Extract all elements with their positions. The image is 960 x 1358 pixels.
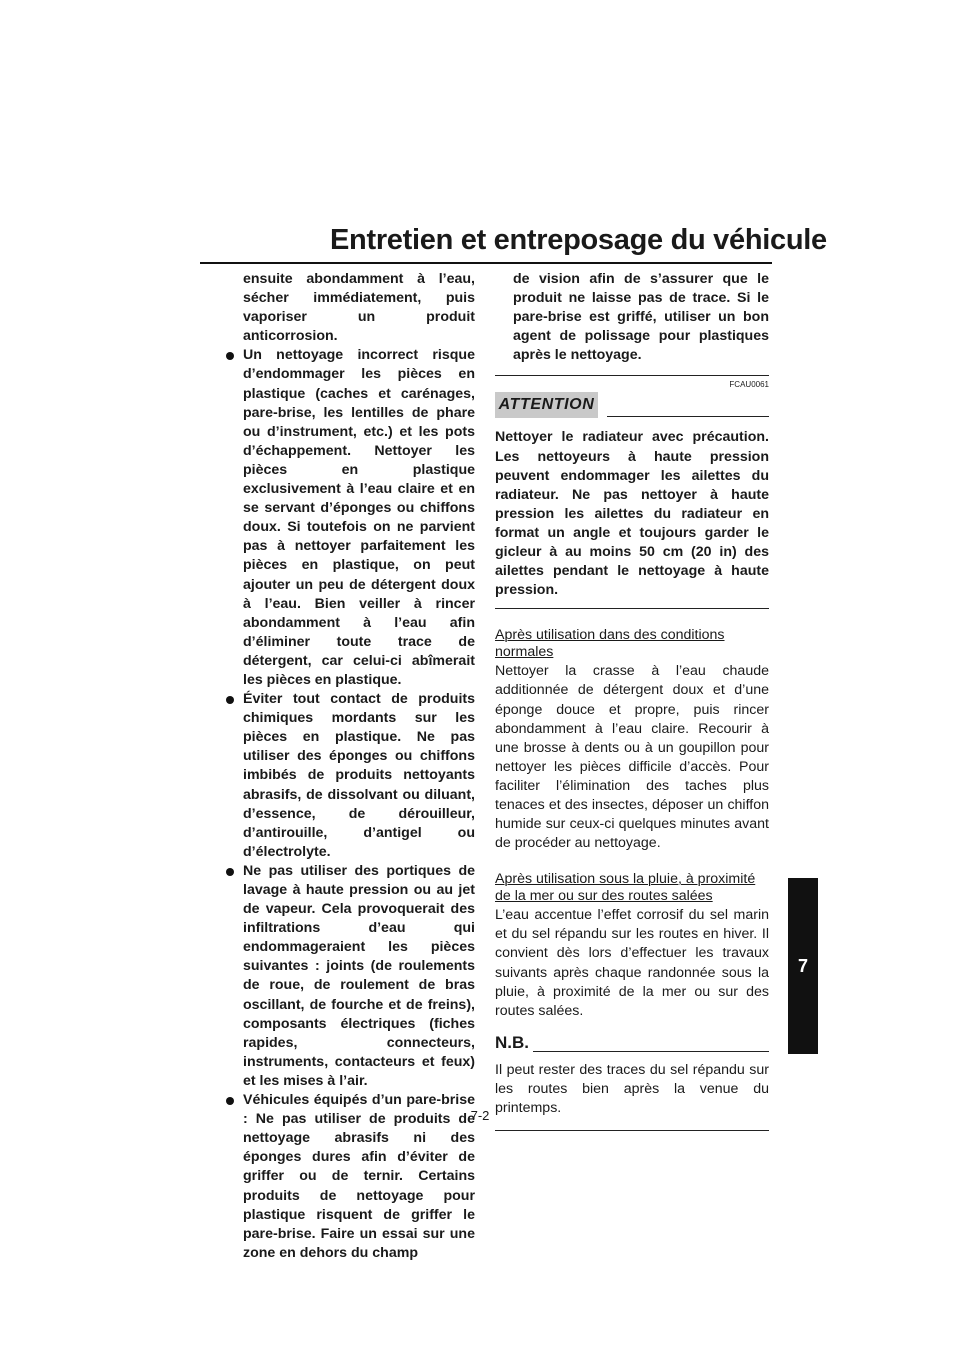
section-text: L’eau accentue l’effet corrosif du sel marin et du sel répandu sur les routes en hiver. Il convient dès lors d’effectuer les travaux suivants après chaque randonnée sous la pluie, à proximité de la mer ou sur des routes salées. <box>495 907 769 1019</box>
attention-header <box>495 376 769 420</box>
bullet-text: Éviter tout contact de produits chimiques mordants sur les pièces en plastique. Ne pas utiliser des éponges ou chiffons imbibés de produits nettoyants abrasifs, de dissolvant ou diluant, d’essence, de dérouilleur, d’antirouille, d’antigel ou d’électrolyte. <box>243 691 475 860</box>
title-rule <box>200 262 772 264</box>
page-number: 7-2 <box>470 1108 490 1123</box>
chapter-number: 7 <box>797 955 808 976</box>
note-text: Il peut rester des traces du sel répandu sur les routes bien après la venue du printemps. <box>495 1061 769 1116</box>
note-header <box>495 1031 769 1061</box>
bullet-icon <box>226 1097 234 1105</box>
intro-text: ensuite abondamment à l’eau, sécher immédiatement, puis vaporiser un produit anticorrosion. <box>243 271 475 345</box>
bullet-icon <box>226 352 234 360</box>
section-heading: Après utilisation dans des conditions normales <box>495 627 725 661</box>
continuation-text: de vision afin de s’assurer que le produit ne laisse pas de trace. Si le pare-brise est griffé, utiliser un bon agent de polissage pour plastiques après le nettoyage. <box>513 271 769 364</box>
note-label: N.B. <box>495 1032 529 1052</box>
right-column <box>495 270 769 1131</box>
chapter-tab <box>788 878 818 1054</box>
bullet-list <box>225 346 475 1263</box>
bullet-text: Véhicules équipés d’un pare-brise : Ne pas utiliser de produits de nettoyage abrasifs ni des éponges dures afin d’éviter de griffer ou de ternir. Certains produits de nettoyage pour plastique risquent de griffer le pare-brise. Faire un essai sur une zone en dehors du champ <box>243 1092 475 1261</box>
section-heading: Après utilisation sous la pluie, à proximité de la mer ou sur des routes salées <box>495 871 756 905</box>
attention-text: Nettoyer le radiateur avec précaution. Les nettoyeurs à haute pression peuvent endommager les ailettes du radiateur. Ne pas nettoyer à haute pression les ailettes du radiateur en format un angle et toujours garder le gicleur à au moins 50 cm (20 in) des ailettes pendant le nettoyage à haute pression. <box>495 429 769 599</box>
attention-line <box>607 416 769 417</box>
note-line <box>533 1051 769 1052</box>
left-column <box>225 270 475 1263</box>
list-item <box>225 690 475 862</box>
bullet-text: Un nettoyage incorrect risque d’endommager les pièces en plastique (caches et carénages, pare-brise, les lentilles de phare ou d’instrument, etc.) et les pots d’échappement. Nettoyer les pièces en plastique exclusivement à l’eau claire et en se servant d’éponges ou chiffons doux. Si toutefois on ne parvient pas à nettoyer parfaitement les pièces en plastique, on peut ajouter un peu de détergent doux à l’eau. Bien veiller à rincer abondamment à l’eau afin d’éliminer toute trace de détergent, car celui-ci abîmerait les pièces en plastique. <box>243 347 475 688</box>
bullet-text: Ne pas utiliser des portiques de lavage à haute pression ou au jet de vapeur. Cela provoquerait des infiltrations d’eau qui endommageraient les pièces suivantes : joints (de roulements de roue, de roulement de bras oscillant, de fourche et de freins), composants électriques (fiches rapides, connecteurs, instruments, contacteurs et feux) et les mises à l’air. <box>243 862 475 1089</box>
note-bottom-rule <box>495 1130 769 1131</box>
attention-badge: ATTENTION <box>495 392 598 418</box>
bullet-icon <box>226 696 234 704</box>
attention-bottom-rule <box>495 608 769 609</box>
list-item <box>225 1091 475 1263</box>
list-item <box>225 346 475 690</box>
list-item <box>225 862 475 1091</box>
page-title: Entretien et entreposage du véhicule <box>330 224 827 256</box>
section-text: Nettoyer la crasse à l’eau chaude additionnée de détergent doux et d’une éponge douce et propre, puis rincer abondamment à l’eau claire. Recourir à une brosse à dents ou à un goupillon pour nettoyer les pièces difficile d’accès. Pour faciliter l’élimination des taches plus tenaces et des insectes, déposer un chiffon humide sur ceux-ci quelques minutes avant de procéder au nettoyage. <box>495 663 769 852</box>
bullet-icon <box>226 868 234 876</box>
attention-code: FCAU0061 <box>729 380 769 390</box>
